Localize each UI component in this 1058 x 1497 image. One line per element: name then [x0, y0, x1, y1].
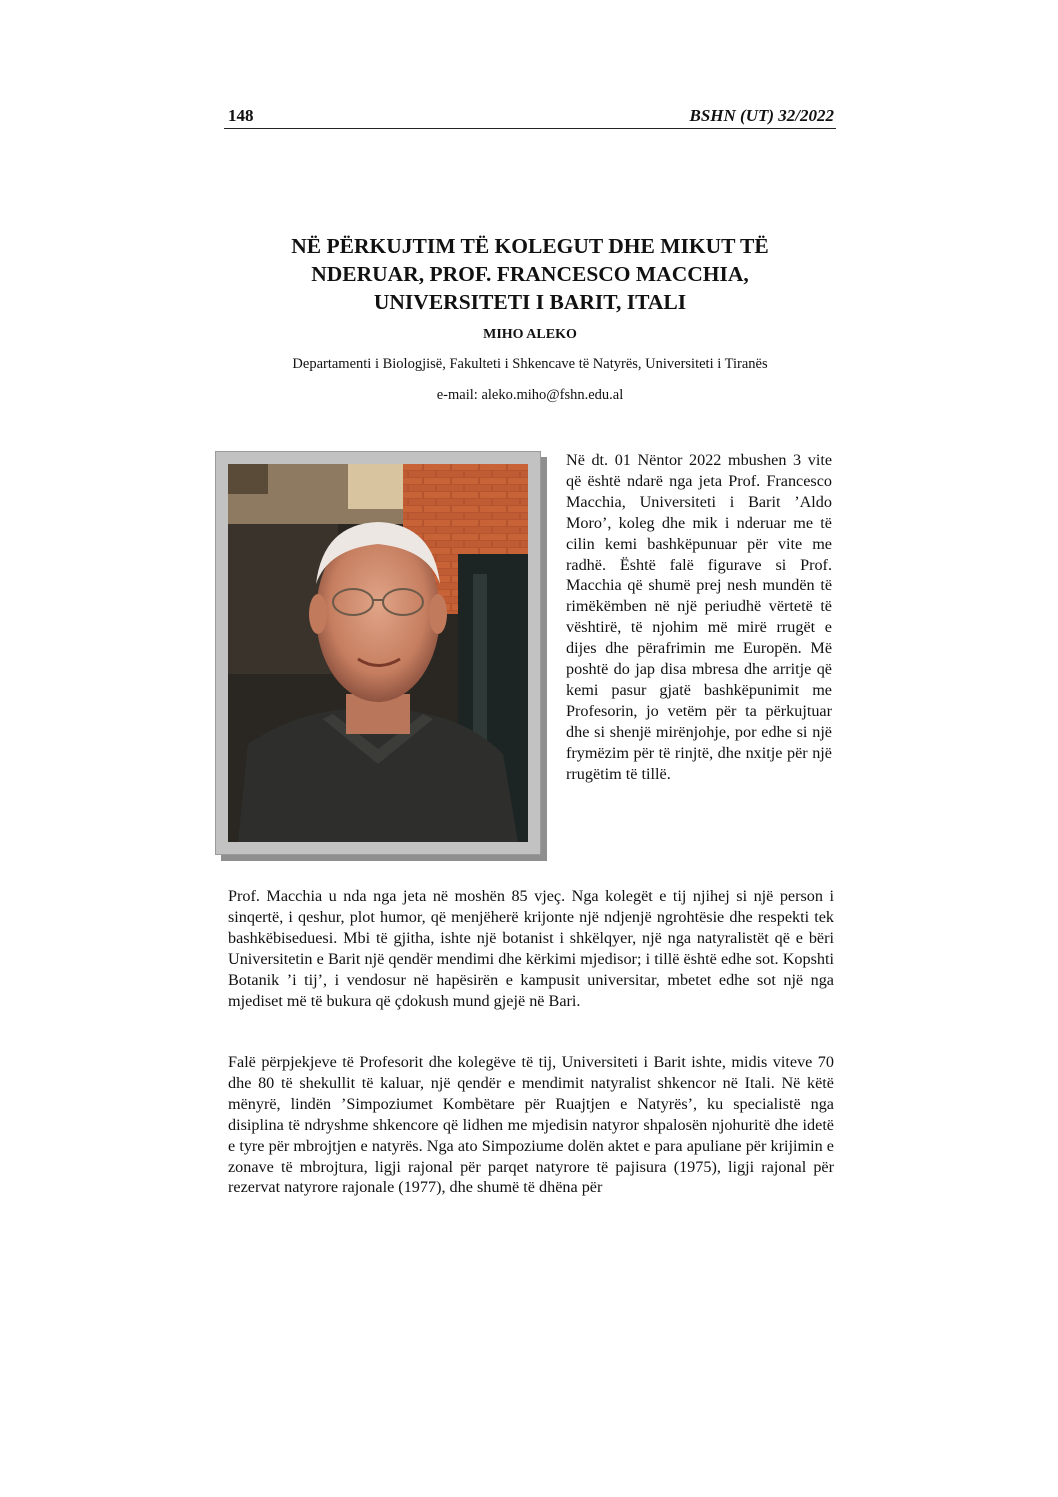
title-line-2: NDERUAR, PROF. FRANCESCO MACCHIA, — [311, 262, 749, 286]
portrait-image — [228, 464, 528, 842]
body-paragraph-2: Falë përpjekjeve të Profesorit dhe kolegëve të tij, Universiteti i Barit ishte, midis viteve 70 dhe 80 të shekullit të kaluar, një qendër e mendimit natyralist shkencor në Itali. Në këtë mënyrë, lindën ’Simpoziumet Kombëtare për Ruajtjen e Natyrës’, ku specialistë nga disiplina të ndryshme shkencore që lidhen me mjedisin natyror shpalosën njohuritë dhe idetë e tyre për mbrojtjen e natyrës. Nga ato Simpoziume dolën aktet e para apuliane për krijimin e zonave të mbrojtura, ligji rajonal për parqet natyrore të pajisura (1975), ligji rajonal për rezervat natyrore rajonale (1977), dhe shumë të dhëna për — [228, 1053, 834, 1197]
page-header — [224, 104, 836, 129]
journal-reference: BSHN (UT) 32/2022 — [689, 106, 834, 125]
author-email: e-mail: aleko.miho@fshn.edu.al — [436, 387, 624, 403]
title-line-3: UNIVERSITETI I BARIT, ITALI — [373, 290, 687, 314]
intro-paragraph: Në dt. 01 Nëntor 2022 mbushen 3 vite që është ndarë nga jeta Prof. Francesco Macchia, Universiteti i Barit ’Aldo Moro’, koleg dhe mik i nderuar me të cilin kemi bashkëpunuar për vite me radhë. Është falë figurave si Prof. Macchia që shumë prej nesh mundën të rimëkëmben në një periudhë vërtetë të vështirë, të njohim më mirë rrugët e dijes dhe përafrimin me Europën. Më poshtë do jap disa mbresa dhe arritje që kemi pasur gjatë bashkëpunimit me Profesorin, jo vetëm për ta përkujtuar dhe si shenjë mirënjohje, por edhe si një frymëzim për të rinjtë, dhe nxitje për një rrugëtim të tillë. — [566, 451, 832, 783]
author-name: MIHO ALEKO — [483, 327, 577, 342]
title-line-1: NË PËRKUJTIM TË KOLEGUT DHE MIKUT TË — [291, 234, 769, 258]
article-title — [224, 232, 836, 316]
author-affiliation: Departamenti i Biologjisë, Fakulteti i Shkencave të Natyrës, Universiteti i Tiranës — [292, 356, 768, 372]
body-paragraph-1: Prof. Macchia u nda nga jeta në moshën 85 vjeç. Nga kolegët e tij njihej si një person i sinqertë, i qeshur, plot humor, që menjëherë krijonte një ndjenjë ngrohtësie dhe respekti tek bashkëbiseduesi. Mbi të gjitha, ishte një botanist i shkëlqyer, një nga natyralistët që e bëri Universitetin e Barit një qendër mendimi dhe kërkimi mjedisor; i tillë është edhe sot. Kopshti Botanik ’i tij’, i vendosur në hapësirën e kampusit universitar, mbetet edhe sot një nga mjediset më të bukura që çdokush mund gjejë në Bari. — [228, 887, 834, 1010]
page-number: 148 — [228, 106, 254, 125]
portrait-photo — [215, 451, 541, 855]
